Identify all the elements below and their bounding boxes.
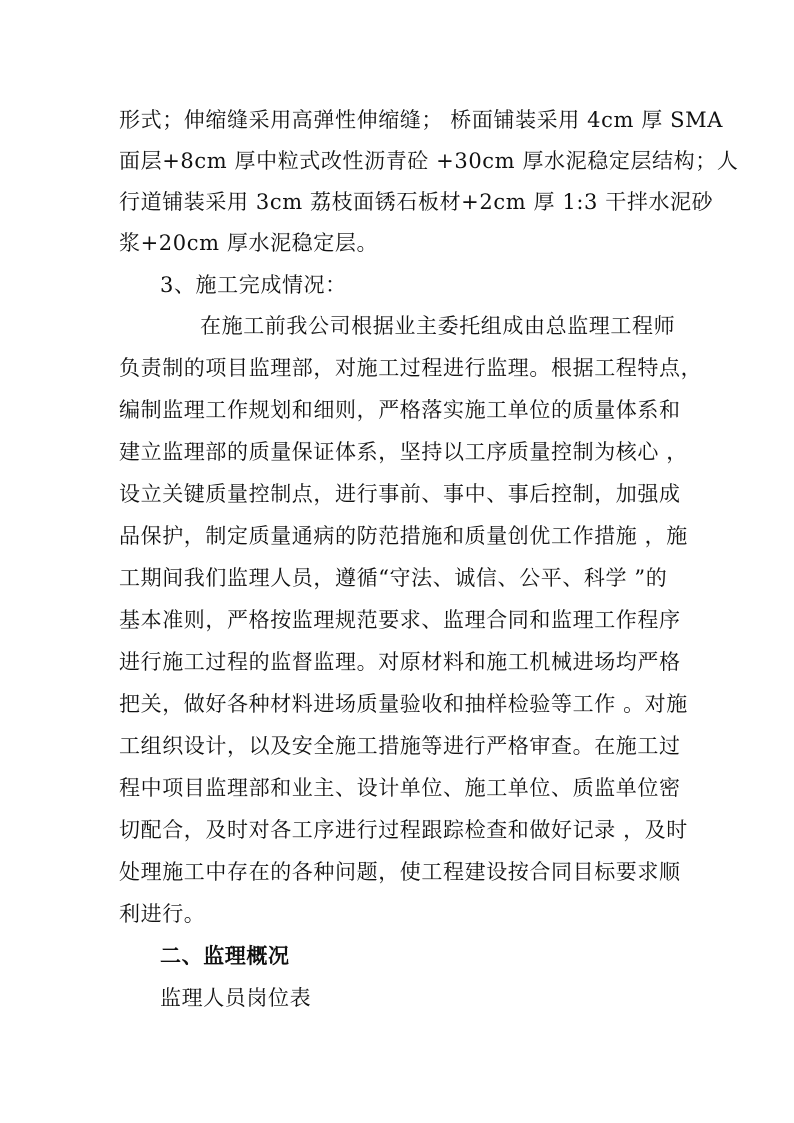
paragraph-line: 建立监理部的质量保证体系，坚持以工序质量控制为核心 ， <box>119 440 688 464</box>
paragraph-line: 工期间我们监理人员，遵循“守法、诚信、公平、科学 ”的 <box>119 566 668 590</box>
paragraph-line: 负责制的项目监理部，对施工过程进行监理。根据工程特点， <box>119 356 703 380</box>
paragraph-line: 切配合，及时对各工序进行过程跟踪检查和做好记录 ，及时 <box>119 818 688 842</box>
paragraph-line: 利进行。 <box>119 902 206 926</box>
paragraph-line: 面层+8cm 厚中粒式改性沥青砼 +30cm 厚水泥稳定层结构；人 <box>119 149 739 173</box>
paragraph-line: 设立关键质量控制点，进行事前、事中、事后控制，加强成 <box>119 482 681 506</box>
paragraph-line: 基本准则，严格按监理规范要求、监理合同和监理工作程序 <box>119 608 681 632</box>
paragraph-line: 品保护，制定质量通病的防范措施和质量创优工作措施 ，施 <box>119 524 688 548</box>
paragraph-line: 形式；伸缩缝采用高弹性伸缩缝； 桥面铺装采用 4cm 厚 SMA <box>119 108 723 132</box>
paragraph-line: 把关，做好各种材料进场质量验收和抽样检验等工作 。对施 <box>119 692 688 716</box>
paragraph-line: 在施工前我公司根据业主委托组成由总监理工程师 <box>200 314 676 338</box>
paragraph-line: 工组织设计，以及安全施工措施等进行严格审查。在施工过 <box>119 734 681 758</box>
paragraph-line: 浆+20cm 厚水泥稳定层。 <box>119 231 379 255</box>
section-heading: 二、监理概况 <box>160 943 290 968</box>
paragraph-line: 处理施工中存在的各种问题，使工程建设按合同目标要求顺 <box>119 860 681 884</box>
paragraph-line: 行道铺装采用 3cm 荔枝面锈石板材+2cm 厚 1:3 干拌水泥砂 <box>119 190 714 214</box>
paragraph-line: 进行施工过程的监督监理。对原材料和施工机械进场均严格 <box>119 650 681 674</box>
paragraph-line: 程中项目监理部和业主、设计单位、施工单位、质监单位密 <box>119 776 681 800</box>
table-caption: 监理人员岗位表 <box>160 986 312 1010</box>
subsection-heading: 3、施工完成情况： <box>160 273 347 297</box>
paragraph-line: 编制监理工作规划和细则，严格落实施工单位的质量体系和 <box>119 398 681 422</box>
